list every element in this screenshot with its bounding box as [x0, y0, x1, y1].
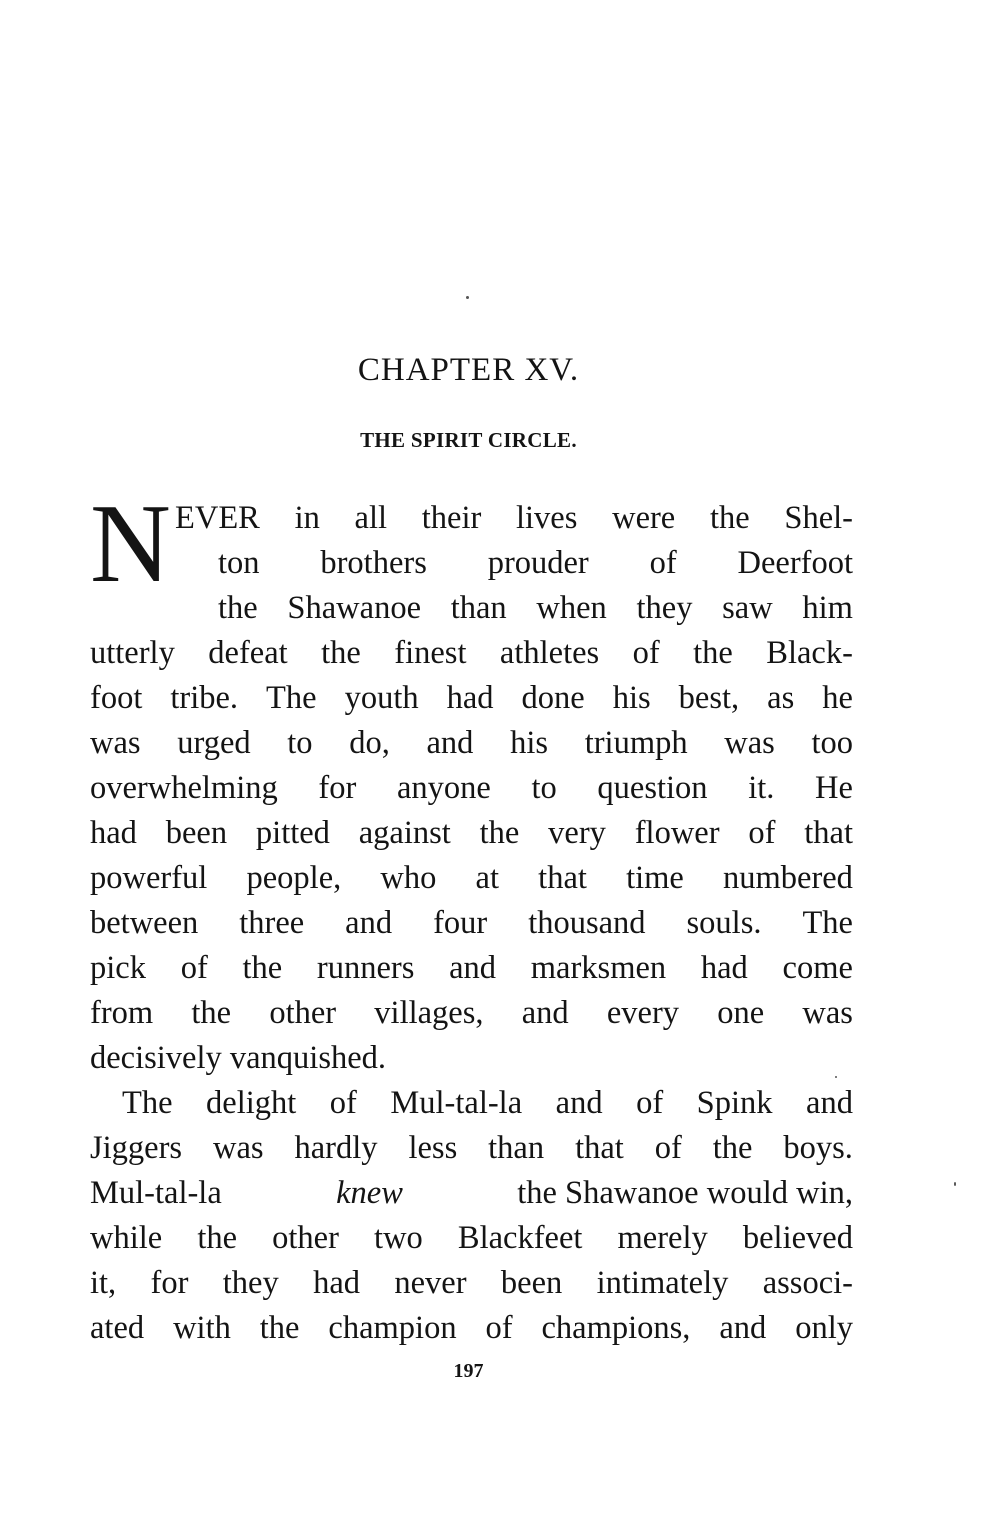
- word: ton: [218, 545, 260, 581]
- word: the: [712, 1130, 753, 1166]
- word: who: [380, 860, 437, 896]
- word: the: [709, 500, 750, 536]
- word: of: [485, 1310, 513, 1346]
- word: people,: [246, 860, 342, 896]
- word: had: [446, 680, 494, 716]
- word: very: [548, 815, 606, 851]
- paragraph-line: [90, 1308, 853, 1348]
- word: of: [632, 635, 660, 671]
- word: for: [150, 1265, 189, 1301]
- word: of: [748, 815, 776, 851]
- word: the: [693, 635, 733, 671]
- paragraph-line: [90, 723, 853, 763]
- paragraph-line: [90, 993, 853, 1033]
- word: against: [358, 815, 451, 851]
- word: him: [802, 590, 853, 626]
- word: from: [90, 995, 154, 1031]
- scan-speck: [954, 1182, 956, 1186]
- word: come: [782, 950, 853, 986]
- word: urged: [177, 725, 251, 761]
- word: had: [313, 1265, 361, 1301]
- word: the: [218, 590, 258, 626]
- word: EVER: [175, 500, 260, 536]
- word: of: [329, 1085, 357, 1121]
- word: Jiggers: [90, 1130, 183, 1166]
- word: finest: [394, 635, 467, 671]
- paragraph-line: [90, 903, 853, 943]
- word: saw: [722, 590, 773, 626]
- word: time: [626, 860, 684, 896]
- word: and: [719, 1310, 767, 1346]
- word: was: [213, 1130, 264, 1166]
- word: at: [475, 860, 500, 896]
- word: merely: [617, 1220, 708, 1256]
- word: been: [165, 815, 228, 851]
- word: his: [510, 725, 549, 761]
- word: was: [802, 995, 853, 1031]
- word: he: [822, 680, 853, 716]
- word: ated: [90, 1310, 145, 1346]
- word: and: [555, 1085, 603, 1121]
- word: was: [724, 725, 775, 761]
- paragraph-line-with-italic: [90, 1173, 853, 1213]
- word: marksmen: [530, 950, 667, 986]
- word: hardly: [294, 1130, 378, 1166]
- word: He: [815, 770, 853, 806]
- word: and: [521, 995, 569, 1031]
- word: powerful: [90, 860, 208, 896]
- word: champion: [328, 1310, 457, 1346]
- word: they: [636, 590, 693, 626]
- word: The: [122, 1085, 173, 1121]
- chapter-subtitle: THE SPIRIT CIRCLE.: [360, 428, 577, 452]
- word: the: [321, 635, 361, 671]
- word: villages,: [374, 995, 484, 1031]
- word: Deerfoot: [737, 545, 853, 581]
- word: had: [700, 950, 748, 986]
- word: was: [90, 725, 141, 761]
- word: the: [191, 995, 232, 1031]
- word: it.: [748, 770, 775, 806]
- word: of: [654, 1130, 682, 1166]
- word: four: [433, 905, 488, 941]
- word: never: [394, 1265, 467, 1301]
- word: boys.: [783, 1130, 853, 1166]
- paragraph-line: [90, 858, 853, 898]
- word: brothers: [320, 545, 427, 581]
- page-number: 197: [453, 1360, 484, 1382]
- paragraph-line: [90, 633, 853, 673]
- word: too: [811, 725, 853, 761]
- word: believed: [742, 1220, 853, 1256]
- word: as: [767, 680, 795, 716]
- word: do,: [349, 725, 390, 761]
- italic-word: knew: [336, 1175, 403, 1211]
- word: of: [636, 1085, 664, 1121]
- word: in: [294, 500, 320, 536]
- word: Spink: [696, 1085, 773, 1121]
- paragraph-line: [90, 813, 853, 853]
- word: lives: [516, 500, 578, 536]
- word: while: [90, 1220, 163, 1256]
- word: The: [266, 680, 317, 716]
- word: all: [354, 500, 388, 536]
- word: the: [259, 1310, 300, 1346]
- text-segment: Mul-tal-la: [90, 1175, 222, 1211]
- word: souls.: [686, 905, 762, 941]
- word: overwhelming: [90, 770, 278, 806]
- word: intimately: [596, 1265, 729, 1301]
- word: foot: [90, 680, 143, 716]
- chapter-title: CHAPTER XV.: [357, 352, 580, 388]
- word: his: [612, 680, 651, 716]
- word: done: [521, 680, 585, 716]
- word: had: [90, 815, 137, 851]
- word: of: [180, 950, 208, 986]
- word: triumph: [584, 725, 688, 761]
- word: and: [806, 1085, 853, 1121]
- word: it,: [90, 1265, 117, 1301]
- word: and: [449, 950, 497, 986]
- word: when: [536, 590, 607, 626]
- word: one: [717, 995, 765, 1031]
- scan-speck: [835, 1076, 837, 1078]
- word: other: [272, 1220, 339, 1256]
- paragraph-line: [90, 1128, 853, 1168]
- word: question: [597, 770, 708, 806]
- word: prouder: [487, 545, 589, 581]
- word: defeat: [208, 635, 288, 671]
- word: their: [421, 500, 482, 536]
- word: Shel-: [784, 500, 853, 536]
- word: thousand: [528, 905, 646, 941]
- word: Blackfeet: [457, 1220, 583, 1256]
- word: than: [450, 590, 507, 626]
- word: athletes: [499, 635, 600, 671]
- word: every: [606, 995, 680, 1031]
- word: Black-: [766, 635, 853, 671]
- word: other: [269, 995, 337, 1031]
- drop-cap: N: [90, 482, 171, 606]
- word: only: [795, 1310, 853, 1346]
- word: youth: [344, 680, 419, 716]
- paragraph-line: [175, 498, 853, 538]
- word: anyone: [396, 770, 491, 806]
- paragraph-line: [90, 948, 853, 988]
- paragraph-line: [90, 678, 853, 718]
- word: with: [173, 1310, 231, 1346]
- word: they: [222, 1265, 279, 1301]
- paragraph-line: decisively vanquished.: [90, 1040, 387, 1076]
- word: of: [649, 545, 677, 581]
- word: runners: [316, 950, 415, 986]
- word: that: [804, 815, 853, 851]
- word: that: [538, 860, 587, 896]
- word: The: [802, 905, 853, 941]
- paragraph-line: [218, 543, 853, 583]
- paragraph-line: [122, 1083, 853, 1123]
- word: that: [575, 1130, 624, 1166]
- word: Shawanoe: [287, 590, 421, 626]
- word: three: [239, 905, 305, 941]
- word: and: [426, 725, 474, 761]
- word: flower: [634, 815, 720, 851]
- text-segment: the Shawanoe would win,: [517, 1175, 853, 1211]
- word: associ-: [762, 1265, 853, 1301]
- word: the: [479, 815, 520, 851]
- word: numbered: [722, 860, 853, 896]
- scan-speck: [466, 296, 469, 299]
- word: utterly: [90, 635, 175, 671]
- paragraph-line: [90, 1218, 853, 1258]
- word: pitted: [255, 815, 330, 851]
- word: than: [488, 1130, 545, 1166]
- word: for: [318, 770, 357, 806]
- word: champions,: [541, 1310, 691, 1346]
- word: were: [612, 500, 676, 536]
- word: less: [408, 1130, 458, 1166]
- word: tribe.: [170, 680, 239, 716]
- word: Mul-tal-la: [390, 1085, 523, 1121]
- word: between: [90, 905, 199, 941]
- word: and: [345, 905, 393, 941]
- word: best,: [678, 680, 740, 716]
- paragraph-line: [90, 768, 853, 808]
- word: to: [531, 770, 557, 806]
- word: the: [242, 950, 283, 986]
- word: the: [197, 1220, 238, 1256]
- paragraph-line: [90, 1263, 853, 1303]
- word: pick: [90, 950, 146, 986]
- paragraph-line: [218, 588, 853, 628]
- word: two: [374, 1220, 423, 1256]
- word: to: [287, 725, 313, 761]
- word: been: [500, 1265, 563, 1301]
- word: delight: [206, 1085, 297, 1121]
